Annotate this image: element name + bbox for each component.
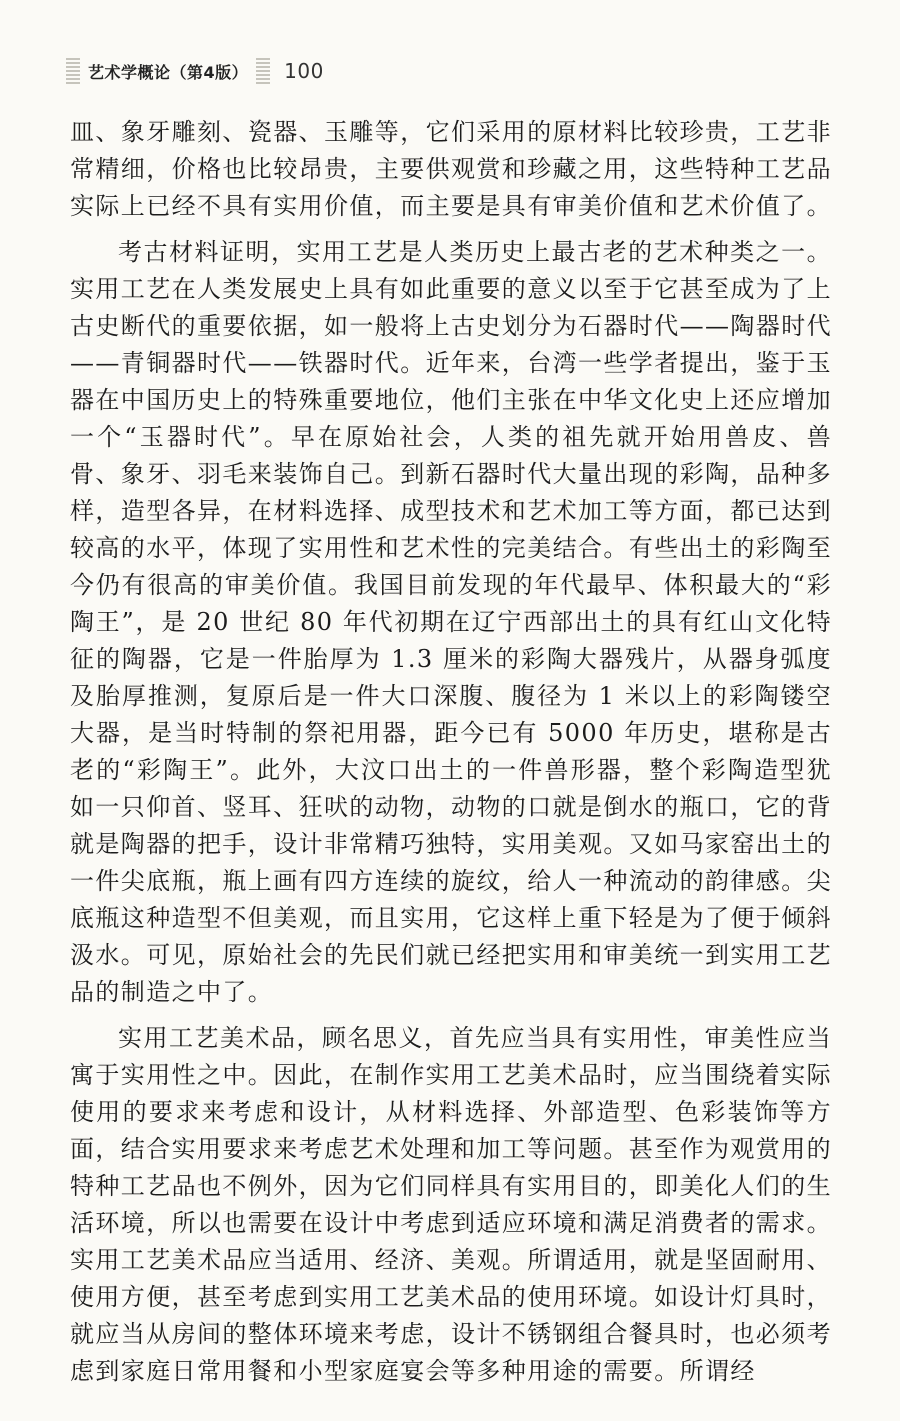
book-title: 艺术学概论（第4版） [88,62,249,82]
header-ornament-right [256,58,270,84]
page-number: 100 [284,59,324,83]
paragraph-continued: 皿、象牙雕刻、瓷器、玉雕等，它们采用的原材料比较珍贵，工艺非常精细，价格也比较昂贵，主要供观赏和珍藏之用，这些特种工艺品实际上已经不具有实用价值，而主要是具有审美价值和艺术价值了。 [70,118,832,220]
header-ornament-left [66,58,80,84]
paragraph-practical-craft: 实用工艺美术品，顾名思义，首先应当具有实用性，审美性应当寓于实用性之中。因此，在制作实用工艺美术品时，应当围绕着实际使用的要求来考虑和设计，从材料选择、外部造型、色彩装饰等方面，结合实用要求来考虑艺术处理和加工等问题。甚至作为观赏用的特种工艺品也不例外，因为它们同样具有实用目的，即美化人们的生活环境，所以也需要在设计中考虑到适应环境和满足消费者的需求。实用工艺美术品应当适用、经济、美观。所谓适用，就是坚固耐用、使用方便，甚至考虑到实用工艺美术品的使用环境。如设计灯具时，就应当从房间的整体环境来考虑，设计不锈钢组合餐具时，也必须考虑到家庭日常用餐和小型家庭宴会等多种用途的需要。所谓经 [70,1024,832,1385]
body-text [70,114,832,1390]
running-header [66,56,324,86]
paragraph-archaeology: 考古材料证明，实用工艺是人类历史上最古老的艺术种类之一。实用工艺在人类发展史上具有如此重要的意义以至于它甚至成为了上古史断代的重要依据，如一般将上古史划分为石器时代——陶器时代——青铜器时代——铁器时代。近年来，台湾一些学者提出，鉴于玉器在中国历史上的特殊重要地位，他们主张在中华文化史上还应增加一个“玉器时代”。早在原始社会，人类的祖先就开始用兽皮、兽骨、象牙、羽毛来装饰自己。到新石器时代大量出现的彩陶，品种多样，造型各异，在材料选择、成型技术和艺术加工等方面，都已达到较高的水平，体现了实用性和艺术性的完美结合。有些出土的彩陶至今仍有很高的审美价值。我国目前发现的年代最早、体积最大的“彩陶王”，是 20 世纪 80 年代初期在辽宁西部出土的具有红山文化特征的陶器，它是一件胎厚为 1.3 厘米的彩陶大器残片，从器身弧度及胎厚推测，复原后是一件大口深腹、腹径为 1 米以上的彩陶镂空大器，是当时特制的祭祀用器，距今已有 5000 年历史，堪称是古老的“彩陶王”。此外，大汶口出土的一件兽形器，整个彩陶造型犹如一只仰首、竖耳、狂吠的动物，动物的口就是倒水的瓶口，它的背就是陶器的把手，设计非常精巧独特，实用美观。又如马家窑出土的一件尖底瓶，瓶上画有四方连续的旋纹，给人一种流动的韵律感。尖底瓶这种造型不但美观，而且实用，它这样上重下轻是为了便于倾斜汲水。可见，原始社会的先民们就已经把实用和审美统一到实用工艺品的制造之中了。 [70,238,832,1006]
